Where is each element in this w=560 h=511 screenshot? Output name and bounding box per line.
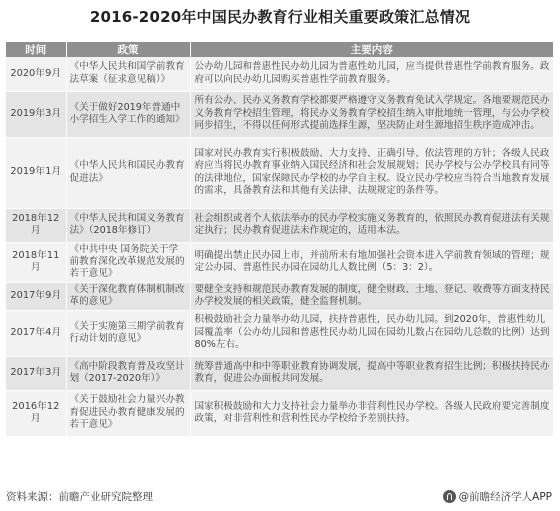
row-time-cell: 2016年12月: [6, 390, 66, 436]
row-time-cell: 2018年11月: [6, 242, 66, 282]
row-policy-cell: 《中共中央 国务院关于学前教育深化改革规范发展的若干意见》: [66, 242, 190, 282]
table-row: [6, 310, 553, 356]
brand-watermark: [443, 489, 552, 504]
row-time-cell: 2017年9月: [6, 282, 66, 310]
table-row: [6, 91, 553, 137]
row-content-cell: 统筹普通高中和中等职业教育协调发展，提高中等职业教育招生比例；积极扶持民办教育，促进公办面板共同发展。: [190, 356, 553, 390]
table-row: [6, 390, 553, 436]
row-policy-cell: 《关于鼓励社会力量兴办教育促进民办教育健康发展的若干意见》: [66, 390, 190, 436]
row-policy-cell: 《关于做好2019年普通中小学招生入学工作的通知》: [66, 91, 190, 137]
row-content-cell: 国家积极鼓励和大力支持社会力量举办非营利性民办学校。各级人民政府要完善制度政策，对非营利性和营利性民办学校给予差别扶持。: [190, 390, 553, 436]
page-title: 2016-2020年中国民办教育行业相关重要政策汇总情况: [89, 8, 471, 26]
row-content-cell: 公办幼儿园和普惠性民办幼儿园为普惠性幼儿园，应当提供普惠性学前教育服务。政府可以向民办幼儿园购买普惠性学前教育服务。: [190, 57, 553, 91]
row-policy-cell: 《关于实施第三期学前教育行动计划的意见》: [66, 310, 190, 356]
row-time-cell: 2019年1月: [6, 137, 66, 208]
column-header-content: 主要内容: [190, 42, 553, 57]
row-policy-cell: 《关于深化教育体制机制改革的意见》: [66, 282, 190, 310]
table-row: [6, 137, 553, 208]
table-header-row: [6, 42, 553, 57]
brand-label: @前瞻经济学人APP: [458, 491, 552, 503]
row-time-cell: 2018年12月: [6, 208, 66, 242]
row-content-cell: 国家对民办教育实行积极鼓励、大力支持、正确引导、依法管理的方针；各级人民政府应当将民办教育事业纳入国民经济和社会发展规划；民办学校与公办学校具有同等的法律地位，国家保障民办学校的办学自主权。设立民办学校应当符合当地教育发展的需求，具备教育法和其他有关法律、法规规定的条件等。: [190, 137, 553, 208]
row-content-cell: 要健全支持和规范民办教育发展的制度，健全财政、土地、登记、收费等方面支持民办学校发展的相关政策，健全监督机制。: [190, 282, 553, 310]
table-row: [6, 57, 553, 91]
column-header-time: 时间: [6, 42, 66, 57]
row-content-cell: 积极鼓励社会力量举办幼儿园，扶持普惠性，民办幼儿园。到2020年，普惠性幼儿园覆盖率（公办幼儿园和普惠性民办幼儿园在园幼儿数占在园幼儿总数的比例）达到80%左右。: [190, 310, 553, 356]
table-row: [6, 208, 553, 242]
row-time-cell: 2020年9月: [6, 57, 66, 91]
row-time-cell: 2017年4月: [6, 310, 66, 356]
row-policy-cell: 《高中阶段教育普及攻坚计划（2017-2020年）》: [66, 356, 190, 390]
row-policy-cell: 《中华人民共和国学前教育法草案（征求意见稿）》: [66, 57, 190, 91]
row-content-cell: 社会组织或者个人依法举办的民办学校实施义务教育的，依照民办教育促进法有关规定执行；民办教育促进法未作规定的，适用本法。: [190, 208, 553, 242]
policy-table: [6, 42, 553, 437]
table-row: [6, 356, 553, 390]
row-policy-cell: 《中华人民共和国民办教育促进法》: [66, 137, 190, 208]
column-header-policy: 政策: [66, 42, 190, 57]
table-row: [6, 282, 553, 310]
table-row: [6, 242, 553, 282]
source-note: 资料来源：前瞻产业研究院整理: [6, 491, 153, 503]
row-content-cell: 明确提出禁止民办园上市，并前所未有地加强社会资本进入学前教育领域的管理；规定公办园、普惠性民办园在园幼儿人数比例（5：3：2）。: [190, 242, 553, 282]
row-content-cell: 所有公办、民办义务教育学校都要严格遵守义务教育免试入学规定。各地要规范民办义务教育学校招生管理，将民办义务教育学校招生纳入审批地统一管理，与公办学校同步招生，不得以任何形式提前选择生源，坚决防止对生源地招生秩序造成冲击。: [190, 91, 553, 137]
row-time-cell: 2017年3月: [6, 356, 66, 390]
row-policy-cell: 《中华人民共和国义务教育法》（2018年修订）: [66, 208, 190, 242]
row-time-cell: 2019年3月: [6, 91, 66, 137]
brand-logo-icon: [443, 490, 456, 503]
